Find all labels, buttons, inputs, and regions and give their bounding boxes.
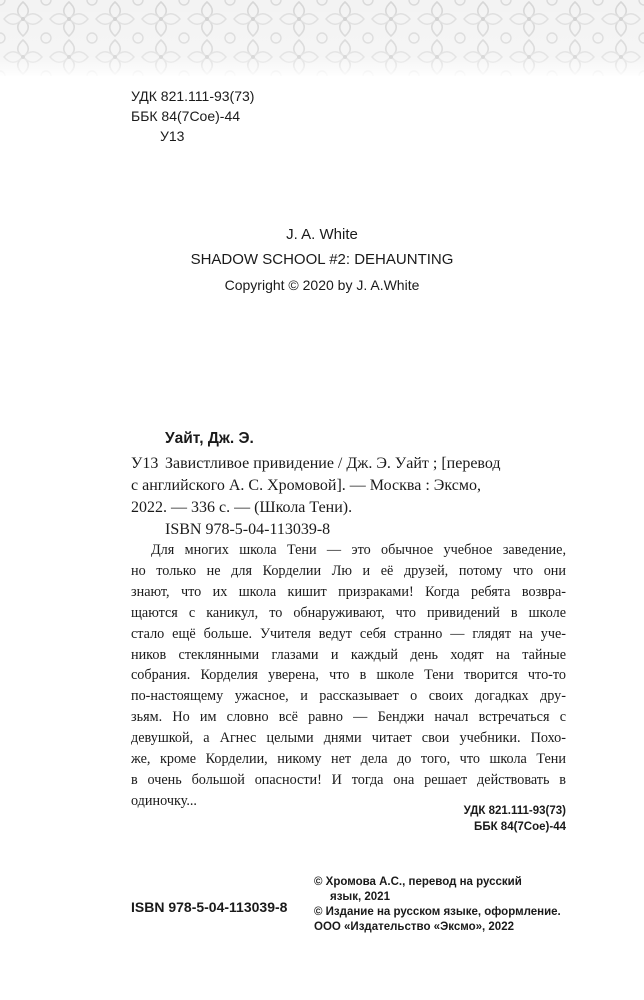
header-ornament-pattern — [0, 0, 644, 76]
top-code: У13 — [160, 128, 185, 144]
annotation-line: щаются с каникул, то обнаруживают, что привидений в школе — [131, 604, 566, 621]
original-title: SHADOW SCHOOL #2: DEHAUNTING — [190, 251, 454, 268]
annotation-line: но только не для Корделии Лю и её друзей, потому что они — [131, 562, 566, 579]
credit-edition: © Издание на русском языке, оформление. — [314, 906, 561, 918]
annotation-line: стало ещё больше. Учителя ведут себя странно — глядят на уче- — [131, 625, 566, 642]
annotation-line: Для многих школа Тени — это обычное учебное заведение, — [151, 542, 566, 558]
credit-publisher: ООО «Издательство «Эксмо», 2022 — [314, 921, 514, 933]
annotation-line: в очень большой опасности! И тогда она решает действовать в — [131, 771, 566, 788]
bottom-bbk: ББК 84(7Сое)-44 — [474, 821, 566, 833]
author-heading: Уайт, Дж. Э. — [165, 430, 254, 447]
original-copyright: Copyright © 2020 by J. A.White — [224, 277, 420, 293]
footer-isbn: ISBN 978-5-04-113039-8 — [131, 899, 288, 915]
top-bbk: ББК 84(7Сое)-44 — [131, 108, 241, 124]
annotation-line: по-настоящему ужасное, и рассказывает о своих догадках дру- — [131, 688, 566, 705]
bottom-udk: УДК 821.111-93(73) — [463, 805, 566, 817]
bibliographic-line-1: Завистливое привидение / Дж. Э. Уайт ; [перевод — [165, 455, 501, 472]
bibliographic-line-3: 2022. — 336 с. — (Школа Тени). — [131, 499, 353, 516]
bibliographic-line-2: с английского А. С. Хромовой]. — Москва : Эксмо, — [131, 477, 481, 494]
top-udk: УДК 821.111-93(73) — [131, 88, 255, 104]
original-author: J. A. White — [286, 226, 358, 243]
annotation-line: же, кроме Корделии, никому нет дела до того, что школа Тени — [131, 751, 566, 768]
annotation-line: одиночку... — [131, 792, 197, 809]
credit-translation-year: язык, 2021 — [330, 891, 390, 903]
credit-translation: © Хромова А.С., перевод на русский — [314, 876, 522, 888]
annotation-line: собрания. Корделия уверена, что в школе Тени творится что-то — [131, 667, 566, 684]
bibliographic-isbn: ISBN 978-5-04-113039-8 — [165, 521, 331, 538]
annotation-line: знают, что их школа кишит призраками! Когда ребята возвра- — [131, 583, 566, 600]
bibliographic-code: У13 — [131, 455, 159, 472]
annotation-line: ников стеклянными глазами и каждый день ходят на тайные — [131, 646, 566, 663]
annotation-line: зьям. Но им словно всё равно — Бенджи начал встречаться с — [131, 709, 566, 726]
annotation-line: девушкой, а Агнес целыми днями читает свои учебники. Похо- — [131, 730, 566, 747]
annotation — [131, 540, 566, 812]
